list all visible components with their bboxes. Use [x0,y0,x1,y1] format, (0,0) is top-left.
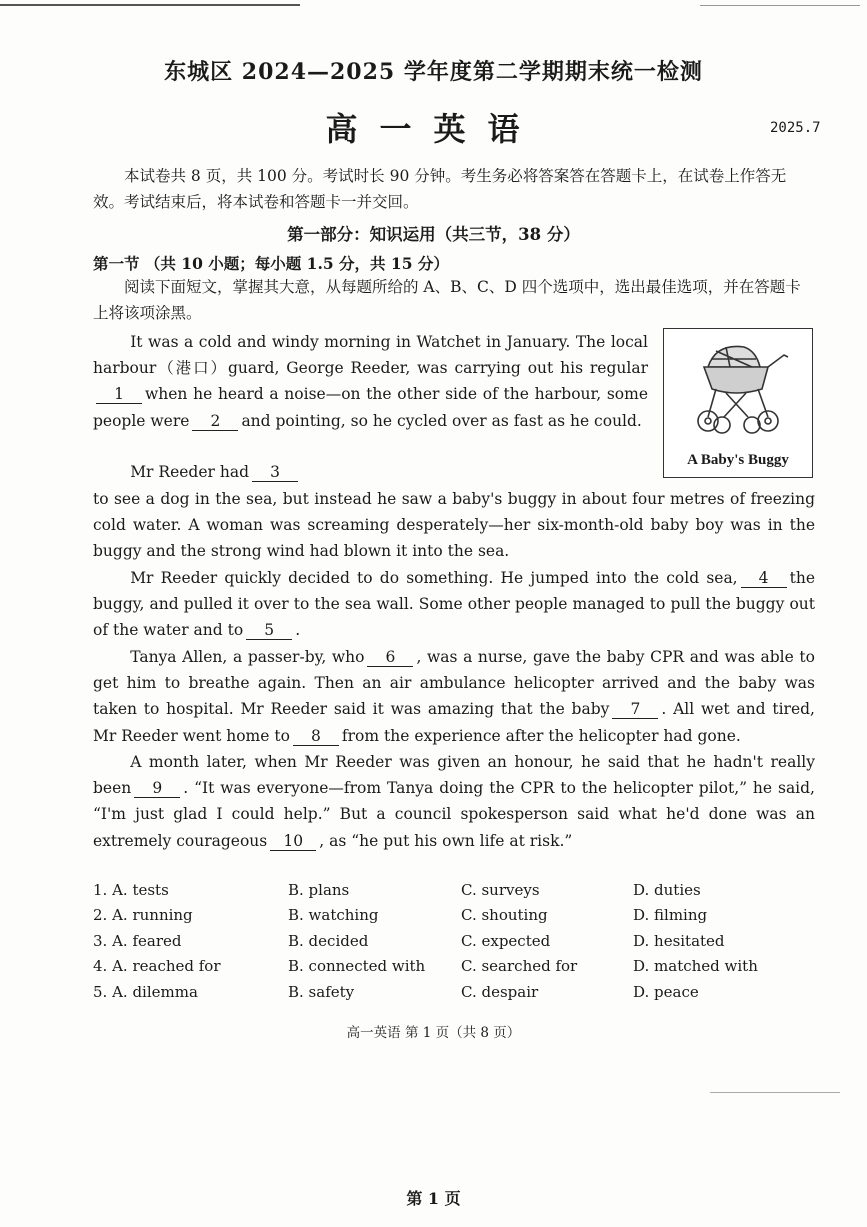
passage-paragraph-4 [93,644,815,749]
option-b[interactable]: B. decided [288,931,369,950]
passage-text: Mr Reeder quickly decided to do something. He jumped into the cold sea, [130,569,738,587]
question-5-options [93,980,813,1005]
option-a[interactable]: 3. A. feared [93,931,182,950]
question-1-options [93,878,813,903]
option-d[interactable]: D. matched with [633,957,758,976]
blank-6: 6 [367,648,413,667]
blank-1: 1 [96,385,142,404]
passage-text: from the experience after the helicopter had gone. [341,726,741,745]
baby-buggy-icon [686,337,790,441]
blank-3: 3 [252,463,298,482]
passage-paragraph-5 [93,749,815,854]
option-d[interactable]: D. hesitated [633,931,725,950]
subject-title: 高一英语 [325,110,542,148]
option-c[interactable]: C. surveys [461,881,540,899]
blank-2: 2 [192,412,238,431]
passage-text: , was a nurse, gave the baby CPR and was able to get him to breathe again. Then an air ambulance helicopter arrived and the baby was taken to hospital. Mr Reeder said it was amazing that the baby [93,648,815,719]
option-d[interactable]: D. filming [633,906,708,925]
exam-instructions: 本试卷共 8 页，共 100 分。考试时长 90 分钟。考生务必将答案答在答题卡上，在试卷上作答无效。考试结束后，将本试卷和答题卡一并交回。 [93,167,787,211]
blank-9: 9 [134,779,180,798]
passage-text: the buggy, and pulled it over to the sea wall. Some other people managed to pull the buggy out of the water and to [93,569,815,640]
figure-caption: A Baby's Buggy [687,452,789,468]
passage-text: and pointing, so he cycled over as fast as he could. [241,411,642,430]
passage-paragraph-2 [93,459,815,485]
option-c[interactable]: C. expected [461,931,551,950]
passage-text: . “It was everyone—from Tanya doing the CPR to the helicopter pilot,” he said, “I'm just glad I could help.” But a council spokesperson said what he'd done was an extremely courageous [93,779,815,850]
option-a[interactable]: 4. A. reached for [93,957,221,976]
passage-text: , as “he put his own life at risk.” [319,831,573,850]
question-4-options [93,954,813,979]
page-number: 第 1 页 [406,1189,461,1208]
passage-paragraph-1 [93,329,648,434]
passage-text: It was a cold and windy morning in Watchet in January. The local harbour（港口）guard, George Reeder, was carrying out his regular [93,333,648,378]
blank-4: 4 [741,569,787,588]
passage-paragraph-2-cont [93,486,815,565]
blank-7: 7 [612,700,658,719]
passage-text: Mr Reeder had [130,463,249,481]
bottom-right-rule [710,1092,840,1093]
exam-date: 2025.7 [770,120,821,136]
option-d[interactable]: D. peace [633,982,699,1001]
baby-buggy-figure [663,328,813,478]
passage-text: to see a dog in the sea, but instead he saw a baby's buggy in about four metres of freezing cold water. A woman was screaming desperately—her six-month-old baby boy was in the buggy and the strong wind had blown it into the sea. [93,490,815,561]
page-footer: 高一英语 第 1 页（共 8 页） [346,1025,521,1041]
part-heading: 第一部分：知识运用（共三节，38 分） [287,225,580,244]
section-heading: 第一节 （共 10 小题；每小题 1.5 分，共 15 分） [93,254,449,273]
option-b[interactable]: B. safety [288,982,355,1001]
question-2-options [93,903,813,928]
blank-8: 8 [293,727,339,746]
option-b[interactable]: B. connected with [288,957,426,976]
exam-title: 东城区 2024—2025 学年度第二学期期末统一检测 [164,59,703,85]
option-b[interactable]: B. plans [288,881,350,899]
passage-text: A month later, when Mr Reeder was given an honour, he said that he hadn't really been [93,753,815,798]
answer-options [93,878,813,1005]
option-c[interactable]: C. despair [461,982,539,1001]
option-b[interactable]: B. watching [288,906,379,925]
top-rule [0,4,300,6]
option-c[interactable]: C. searched for [461,957,578,976]
option-a[interactable]: 2. A. running [93,906,193,925]
blank-10: 10 [270,832,316,851]
blank-5: 5 [246,621,292,640]
option-a[interactable]: 1. A. tests [93,881,169,899]
section-instructions: 阅读下面短文，掌握其大意，从每题所给的 A、B、C、D 四个选项中，选出最佳选项，并在答题卡上将该项涂黑。 [93,278,801,322]
passage-text: Tanya Allen, a passer-by, who [130,648,365,666]
option-a[interactable]: 5. A. dilemma [93,982,198,1001]
passage-text: . All wet and tired, Mr Reeder went home to [93,700,815,745]
option-c[interactable]: C. shouting [461,906,548,925]
passage-paragraph-3 [93,565,815,644]
passage-text: when he heard a noise—on the other side of the harbour, some people were [93,385,648,430]
question-3-options [93,929,813,954]
top-right-rule [700,5,860,6]
passage-text: . [295,621,301,640]
option-d[interactable]: D. duties [633,881,701,899]
